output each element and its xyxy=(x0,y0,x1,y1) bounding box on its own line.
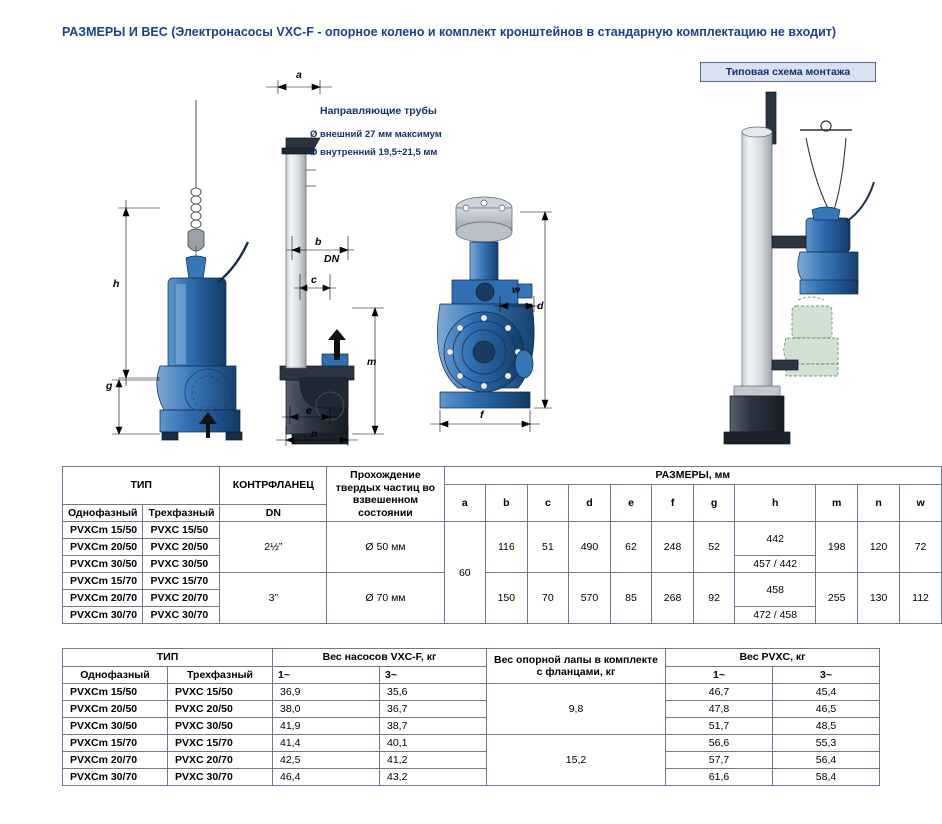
cell-three-phase: PVXC 20/50 xyxy=(143,539,220,556)
header-three-phase: Трехфазный xyxy=(168,666,273,684)
cell-f: 268 xyxy=(652,573,694,624)
cell-solids: Ø 70 мм xyxy=(327,573,445,624)
cell-single-phase: PVXCm 15/50 xyxy=(63,684,168,701)
cell-pump-3ph: 43,2 xyxy=(380,769,487,786)
dim-label-a: a xyxy=(296,69,302,81)
guide-pipe-outer-diameter: Ø внешний 27 мм максимум xyxy=(310,129,442,140)
header-c: c xyxy=(527,484,568,522)
cell-pvxc-3ph: 58,4 xyxy=(773,769,880,786)
weights-table xyxy=(62,648,880,786)
cell-pump-1ph: 46,4 xyxy=(273,769,380,786)
cell-n: 120 xyxy=(858,522,900,573)
table-row xyxy=(63,769,880,786)
cell-b: 150 xyxy=(485,573,527,624)
header-m: m xyxy=(816,484,858,522)
cell-g: 92 xyxy=(694,573,735,624)
dim-label-e: e xyxy=(306,405,312,417)
cell-leg-weight: 9,8 xyxy=(487,684,666,735)
table-row xyxy=(63,752,880,769)
dimensions-table xyxy=(62,466,942,624)
cell-pvxc-3ph: 56,4 xyxy=(773,752,880,769)
header-f: f xyxy=(652,484,694,522)
cell-pvxc-3ph: 55,3 xyxy=(773,735,880,752)
cell-m: 198 xyxy=(816,522,858,573)
cell-pvxc-1ph: 57,7 xyxy=(666,752,773,769)
cell-single-phase: PVXCm 30/70 xyxy=(63,769,168,786)
header-single-phase: Однофазный xyxy=(63,666,168,684)
header-b: b xyxy=(485,484,527,522)
cell-pump-1ph: 41,9 xyxy=(273,718,380,735)
header-e: e xyxy=(610,484,651,522)
header-type: ТИП xyxy=(63,467,220,505)
cell-three-phase: PVXC 15/70 xyxy=(143,573,220,590)
header-single-phase: Однофазный xyxy=(63,504,143,522)
header-solids: Прохождение твердых частиц во взвешенном состоянии xyxy=(327,467,445,522)
cell-single-phase: PVXCm 30/70 xyxy=(63,607,143,624)
header-pump-weight: Вес насосов VXC-F, кг xyxy=(273,649,487,667)
cell-three-phase: PVXC 20/70 xyxy=(143,590,220,607)
header-h: h xyxy=(735,484,816,522)
cell-three-phase: PVXC 15/50 xyxy=(168,684,273,701)
cell-e: 62 xyxy=(610,522,651,573)
header-pvxc-3ph: 3~ xyxy=(773,666,880,684)
header-n: n xyxy=(858,484,900,522)
header-leg-weight: Вес опорной лапы в комплекте с фланцами, кг xyxy=(487,649,666,684)
cell-pvxc-1ph: 47,8 xyxy=(666,701,773,718)
cell-pvxc-1ph: 46,7 xyxy=(666,684,773,701)
header-counterflange: КОНТРФЛАНЕЦ xyxy=(220,467,327,505)
cell-single-phase: PVXCm 30/50 xyxy=(63,556,143,573)
cell-h: 458 xyxy=(735,573,816,607)
cell-three-phase: PVXC 20/70 xyxy=(168,752,273,769)
cell-c: 70 xyxy=(527,573,568,624)
header-a: a xyxy=(444,484,485,522)
cell-three-phase: PVXC 30/50 xyxy=(143,556,220,573)
cell-d: 570 xyxy=(568,573,610,624)
cell-h: 472 / 458 xyxy=(735,607,816,624)
typical-scheme-caption: Типовая схема монтажа xyxy=(700,62,876,82)
header-pump-3ph: 3~ xyxy=(380,666,487,684)
cell-c: 51 xyxy=(527,522,568,573)
cell-pump-3ph: 40,1 xyxy=(380,735,487,752)
cell-pump-1ph: 42,5 xyxy=(273,752,380,769)
table-row xyxy=(63,467,942,485)
cell-pvxc-3ph: 46,5 xyxy=(773,701,880,718)
cell-h: 442 xyxy=(735,522,816,556)
header-g: g xyxy=(694,484,735,522)
dim-label-m: m xyxy=(367,356,377,368)
cell-m: 255 xyxy=(816,573,858,624)
cell-pump-3ph: 36,7 xyxy=(380,701,487,718)
cell-single-phase: PVXCm 20/70 xyxy=(63,752,168,769)
header-three-phase: Трехфазный xyxy=(143,504,220,522)
cell-pvxc-1ph: 56,6 xyxy=(666,735,773,752)
cell-three-phase: PVXC 30/70 xyxy=(168,769,273,786)
table-row xyxy=(63,684,880,701)
cell-three-phase: PVXC 30/50 xyxy=(168,718,273,735)
header-sizes: РАЗМЕРЫ, мм xyxy=(444,467,941,485)
cell-three-phase: PVXC 30/70 xyxy=(143,607,220,624)
cell-pump-3ph: 41,2 xyxy=(380,752,487,769)
cell-dn: 2½” xyxy=(220,522,327,573)
dim-label-n: n xyxy=(311,428,318,440)
header-d: d xyxy=(568,484,610,522)
cell-solids: Ø 50 мм xyxy=(327,522,445,573)
dim-label-b: b xyxy=(315,236,322,248)
page-title: РАЗМЕРЫ И ВЕС (Электронасосы VXC-F - опорное колено и комплект кронштейнов в стандарную комплектацию не входит) xyxy=(62,25,837,39)
cell-f: 248 xyxy=(652,522,694,573)
table-row xyxy=(63,666,880,684)
cell-d: 490 xyxy=(568,522,610,573)
cell-dn: 3” xyxy=(220,573,327,624)
dim-label-c: c xyxy=(311,274,317,286)
cell-n: 130 xyxy=(858,573,900,624)
cell-three-phase: PVXC 20/50 xyxy=(168,701,273,718)
dim-label-f: f xyxy=(480,409,484,421)
table-row xyxy=(63,573,942,590)
cell-pump-1ph: 36,9 xyxy=(273,684,380,701)
cell-three-phase: PVXC 15/70 xyxy=(168,735,273,752)
cell-single-phase: PVXCm 15/50 xyxy=(63,522,143,539)
cell-leg-weight: 15,2 xyxy=(487,735,666,786)
header-dn: DN xyxy=(220,504,327,522)
header-pump-1ph: 1~ xyxy=(273,666,380,684)
cell-g: 52 xyxy=(694,522,735,573)
table-row xyxy=(63,522,942,539)
dim-label-dn: DN xyxy=(324,253,340,265)
cell-single-phase: PVXCm 20/50 xyxy=(63,701,168,718)
guide-pipes-title: Направляющие трубы xyxy=(320,105,437,117)
cell-pump-1ph: 41,4 xyxy=(273,735,380,752)
table-row xyxy=(63,718,880,735)
cell-pvxc-1ph: 51,7 xyxy=(666,718,773,735)
cell-pvxc-3ph: 48,5 xyxy=(773,718,880,735)
dim-label-h: h xyxy=(113,278,120,290)
cell-single-phase: PVXCm 30/50 xyxy=(63,718,168,735)
dim-label-g: g xyxy=(106,380,113,392)
cell-w: 112 xyxy=(900,573,942,624)
cell-single-phase: PVXCm 20/50 xyxy=(63,539,143,556)
dim-label-d: d xyxy=(537,300,544,312)
cell-h: 457 / 442 xyxy=(735,556,816,573)
cell-single-phase: PVXCm 20/70 xyxy=(63,590,143,607)
cell-pvxc-1ph: 61,6 xyxy=(666,769,773,786)
drawing-svg xyxy=(0,60,942,450)
table-row xyxy=(63,701,880,718)
cell-e: 85 xyxy=(610,573,651,624)
table-row xyxy=(63,735,880,752)
header-w: w xyxy=(900,484,942,522)
header-pvxc-1ph: 1~ xyxy=(666,666,773,684)
cell-single-phase: PVXCm 15/70 xyxy=(63,735,168,752)
cell-three-phase: PVXC 15/50 xyxy=(143,522,220,539)
header-pvxc-weight: Вес PVXC, кг xyxy=(666,649,880,667)
technical-drawing xyxy=(0,60,942,450)
dim-label-w: w xyxy=(512,284,521,296)
cell-w: 72 xyxy=(900,522,942,573)
cell-pump-3ph: 35,6 xyxy=(380,684,487,701)
guide-pipe-inner-diameter: Ø внутренний 19,5÷21,5 мм xyxy=(310,147,438,158)
cell-pump-1ph: 38,0 xyxy=(273,701,380,718)
cell-pump-3ph: 38,7 xyxy=(380,718,487,735)
cell-pvxc-3ph: 45,4 xyxy=(773,684,880,701)
cell-a: 60 xyxy=(444,522,485,624)
cell-b: 116 xyxy=(485,522,527,573)
header-type: ТИП xyxy=(63,649,273,667)
table-row xyxy=(63,649,880,667)
cell-single-phase: PVXCm 15/70 xyxy=(63,573,143,590)
